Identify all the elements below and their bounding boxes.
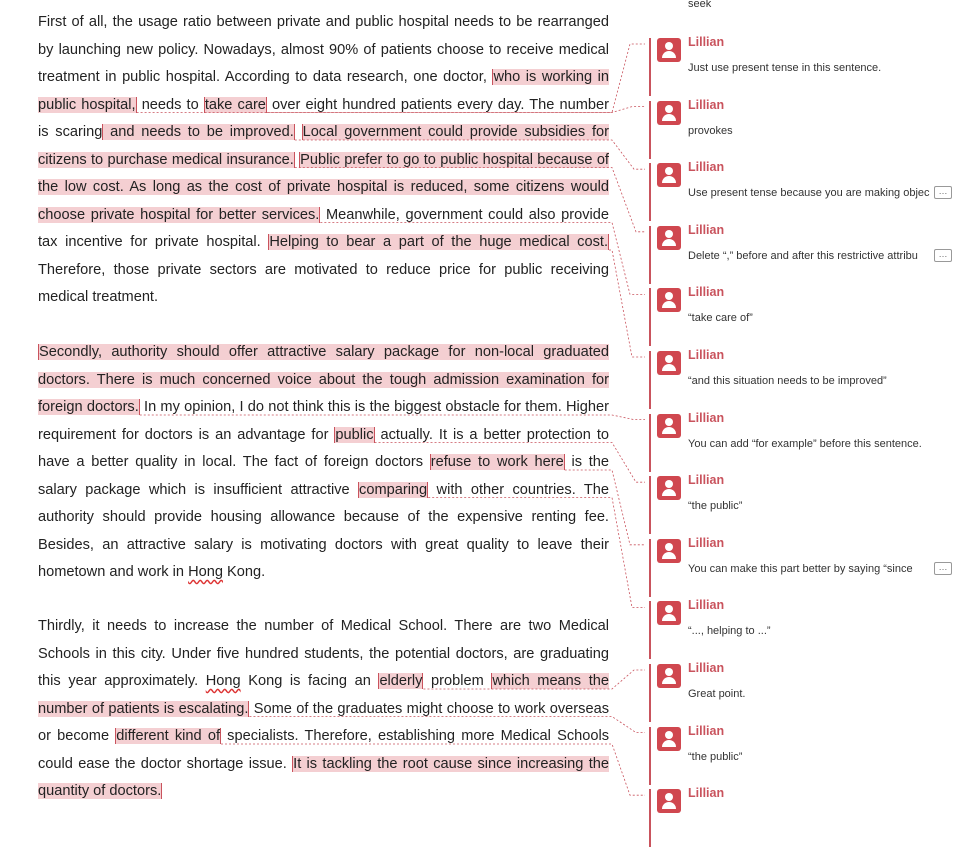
comment-text: “take care of” <box>688 312 753 325</box>
comment-card[interactable] <box>651 285 956 346</box>
comment-text: Just use present tense in this sentence. <box>688 62 882 74</box>
commented-text[interactable]: Public prefer to go to public hospital because of the low cost. As long as the cost of private hospital is reduced, some citizens would choose private hospital for better services. <box>38 151 609 223</box>
comment-card[interactable] <box>651 473 956 534</box>
comment-marker <box>649 163 651 221</box>
comment-author: Lillian <box>688 222 725 237</box>
comment-author: Lillian <box>688 35 725 49</box>
comment-marker <box>649 351 651 409</box>
comment-card[interactable] <box>651 786 956 847</box>
body-text: In my opinion, I do not think this is the biggest obstacle for them. Higher requirement for doctors is an advantage for <box>38 399 610 443</box>
comment-marker <box>649 789 651 847</box>
commented-text[interactable]: which means the number of patients is escalating. <box>38 673 609 717</box>
comment-marker <box>649 101 651 159</box>
comment-author: Lillian <box>688 410 725 425</box>
user-avatar-icon <box>657 226 681 250</box>
commented-text[interactable]: different kind of <box>116 728 221 744</box>
comment-card[interactable] <box>651 348 956 409</box>
user-avatar-icon <box>657 539 681 563</box>
body-text: is the salary package which is insufficient attractive <box>38 454 610 498</box>
commented-text[interactable]: It is tackling the root cause since increasing the quantity of doctors. <box>38 755 609 799</box>
more-options-icon[interactable]: … <box>934 186 952 199</box>
comment-author: Lillian <box>688 661 725 675</box>
user-avatar-icon <box>657 727 681 751</box>
comment-card[interactable] <box>651 535 956 597</box>
spelling-flag-text[interactable]: Hong <box>188 564 223 580</box>
comment-author: Lillian <box>688 285 725 300</box>
comment-text: “and this situation needs to be improved” <box>688 375 887 387</box>
more-options-icon[interactable]: … <box>934 562 952 575</box>
body-text: Therefore, those private sectors are motivated to reduce price for public receiving medical treatment. <box>38 261 609 305</box>
paragraph-1 <box>38 9 609 312</box>
comment-author: Lillian <box>688 97 725 112</box>
more-options-icon[interactable]: … <box>934 249 952 262</box>
commented-text[interactable]: take care <box>204 96 266 113</box>
comment-marker <box>649 727 651 785</box>
body-text: Kong is facing an <box>240 673 379 689</box>
comment-text: “..., helping to ...” <box>688 625 771 638</box>
user-avatar-icon <box>657 38 681 62</box>
comment-marker <box>649 38 651 96</box>
comment-text: provokes <box>688 124 733 137</box>
user-avatar-icon <box>657 414 681 438</box>
body-text <box>295 124 302 140</box>
comment-text: Delete “,” before and after this restrictive attribu <box>688 249 918 262</box>
comment-author: Lillian <box>688 473 725 488</box>
body-text: Meanwhile, government could also provide tax incentive for private hospital. <box>38 206 609 250</box>
body-text: Kong. <box>222 564 266 580</box>
comment-marker <box>649 539 651 597</box>
comment-author: Lillian <box>688 348 725 362</box>
comment-card[interactable] <box>651 598 956 659</box>
commented-text[interactable]: Local government could provide subsidies for citizens to purchase medical insurance. <box>38 124 609 168</box>
body-text: over eight hundred patients every day. The number is scaring <box>38 96 609 140</box>
commented-text[interactable]: public <box>335 426 374 443</box>
user-avatar-icon <box>657 476 681 500</box>
comment-marker <box>649 601 651 659</box>
comment-marker <box>649 664 651 722</box>
comment-author: Lillian <box>688 786 725 801</box>
comment-card[interactable] <box>651 661 956 722</box>
comment-marker <box>649 476 651 534</box>
user-avatar-icon <box>657 601 681 625</box>
top-comment-fragment: seek <box>688 0 712 10</box>
comment-author: Lillian <box>688 160 725 175</box>
user-avatar-icon <box>657 163 681 187</box>
commented-text[interactable]: who is working in public hospital, <box>38 69 609 113</box>
body-text: with other countries. The authority should provide housing allowance because of the expensive renting fee. Besides, an attractive salary is motivating doctors with great quality to leave their hometown and work in <box>38 481 609 580</box>
comment-text: You can make this part better by saying “since <box>688 562 913 575</box>
comment-card[interactable] <box>651 410 956 472</box>
comment-author: Lillian <box>688 598 725 613</box>
comment-text: “the public” <box>688 750 743 763</box>
commented-text[interactable]: Helping to bear a part of the huge medical cost. <box>269 234 609 250</box>
comment-card[interactable] <box>651 35 956 96</box>
spelling-flag-text[interactable]: Hong <box>205 673 241 689</box>
body-text: needs to <box>136 96 204 113</box>
commented-text[interactable]: comparing <box>359 481 428 498</box>
user-avatar-icon <box>657 664 681 688</box>
paragraph-3 <box>38 613 609 806</box>
comment-card[interactable] <box>651 222 956 284</box>
commented-text[interactable]: Secondly, authority should offer attractive salary package for non-local graduated doctors. There is much concerned voice about the tough admission examination for foreign doctors. <box>38 344 609 415</box>
comment-author: Lillian <box>688 535 725 550</box>
comment-text: “the public” <box>688 500 743 513</box>
user-avatar-icon <box>657 101 681 125</box>
comments-pane <box>645 0 962 810</box>
comment-text: Use present tense because you are making objec <box>688 187 930 200</box>
commented-text[interactable]: refuse to work here <box>430 454 564 470</box>
body-text: Thirdly, it needs to increase the number of Medical School. There are two Medical Schools in this city. Under five hundred students, the potential doctors, are graduating this year approximately. <box>38 618 609 689</box>
body-text: actually. It is a better protection to have a better quality in local. The fact of foreign doctors <box>38 426 609 470</box>
body-text: specialists. Therefore, establishing more Medical Schools could ease the doctor shortage issue. <box>38 728 609 772</box>
comment-text: Great point. <box>688 688 746 700</box>
comment-marker <box>649 226 651 284</box>
body-text: Some of the graduates might choose to work overseas or become <box>38 700 609 744</box>
comment-marker <box>649 414 651 472</box>
paragraph-2 <box>38 339 609 587</box>
commented-text[interactable]: elderly <box>379 673 423 689</box>
commented-text[interactable]: and needs to be improved. <box>103 124 294 140</box>
body-text: First of all, the usage ratio between private and public hospital needs to be rearranged by launching new policy. Nowadays, almost 90% of patients choose to receive medical treatment in public hospital. According to data research, one doctor, <box>38 14 609 85</box>
comment-card[interactable] <box>651 97 956 159</box>
comment-author: Lillian <box>688 723 725 738</box>
comment-text: You can add “for example” before this sentence. <box>688 437 922 450</box>
user-avatar-icon <box>657 351 681 375</box>
comment-card[interactable] <box>651 723 956 785</box>
comment-card[interactable] <box>651 160 956 221</box>
user-avatar-icon <box>657 288 681 312</box>
body-text: problem <box>423 673 492 689</box>
comment-marker <box>649 288 651 346</box>
